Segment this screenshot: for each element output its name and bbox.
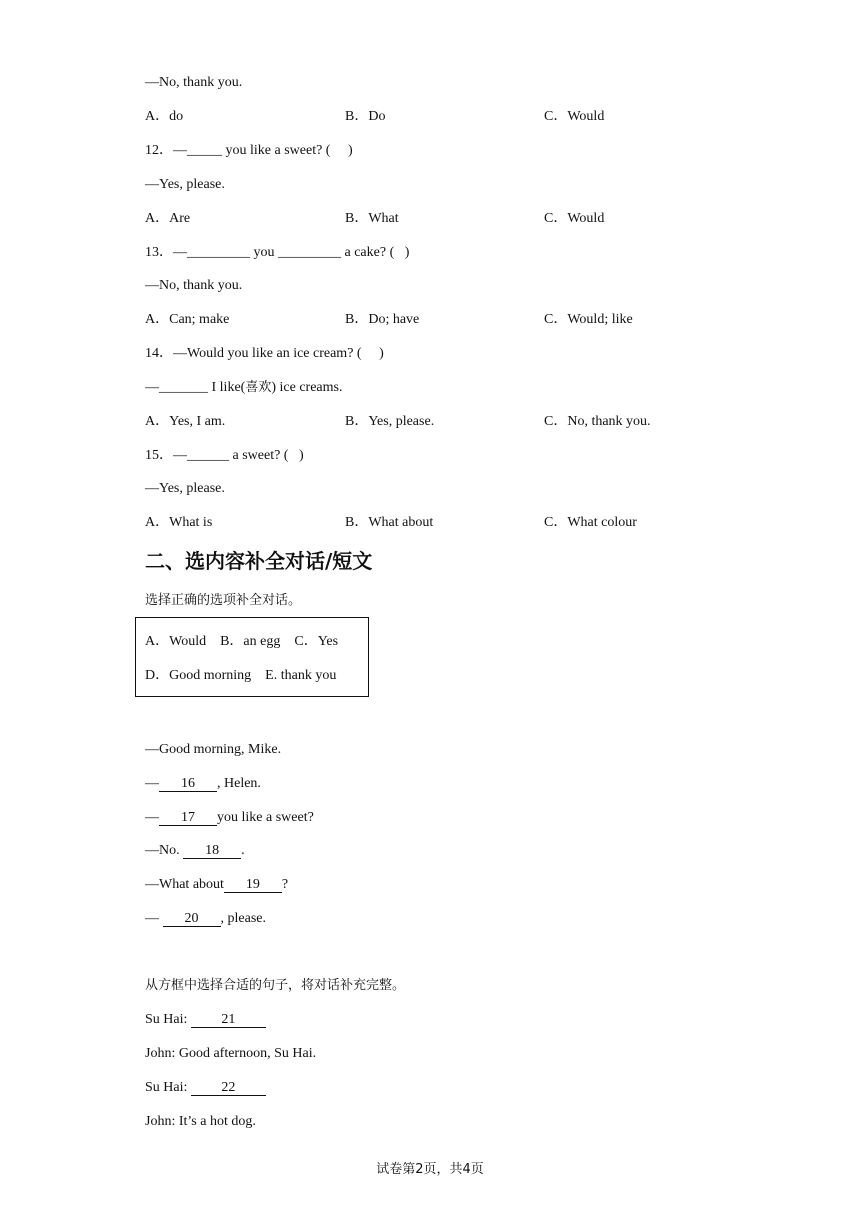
q15-question: 15．—______ a sweet? ( )	[145, 448, 304, 463]
dialog1-line-3-pre: —	[145, 810, 159, 825]
section-instruction: 选择正确的选项补全对话。	[145, 593, 302, 608]
options-box-row-2: D．Good morning E. thank you	[145, 668, 337, 683]
blank-22[interactable]: 22	[191, 1080, 266, 1096]
options-box	[135, 617, 369, 697]
dialog2-line-2: John: Good afternoon, Su Hai.	[145, 1046, 317, 1061]
dialog1-line-2-post: , Helen.	[217, 776, 261, 791]
dialog2-line-1	[145, 1011, 266, 1029]
q13-option-c[interactable]: C．Would; like	[544, 312, 633, 327]
q13-answer-line: —No, thank you.	[145, 278, 243, 293]
q15-option-a[interactable]: A．What is	[145, 515, 213, 530]
q15-option-b[interactable]: B．What about	[345, 515, 434, 530]
dialog1-line-1: —Good morning, Mike.	[145, 742, 282, 757]
dialog1-line-3-post: you like a sweet?	[217, 810, 314, 825]
q11-option-a[interactable]: A．do	[145, 109, 184, 124]
q12-answer-line: —Yes, please.	[145, 177, 225, 192]
q15-answer-line: —Yes, please.	[145, 481, 225, 496]
dialog1-line-4-pre: —No.	[145, 843, 184, 858]
q13-option-b[interactable]: B．Do; have	[345, 312, 420, 327]
q12-question: 12．—_____ you like a sweet? ( )	[145, 143, 353, 158]
q12-option-b[interactable]: B．What	[345, 211, 399, 226]
dialog1-line-5-post: ?	[281, 877, 289, 892]
dialog2-line-4: John: It’s a hot dog.	[145, 1114, 256, 1129]
blank-20[interactable]: 20	[163, 911, 221, 927]
q11-option-b[interactable]: B．Do	[345, 109, 386, 124]
dialog1-line-4-post: .	[241, 843, 245, 858]
dialog1-line-6-post: , please.	[220, 911, 266, 926]
dialog1-line-3	[145, 809, 314, 827]
q14-answer-cjk: 喜欢	[245, 380, 272, 395]
dialog1-line-4	[145, 842, 245, 860]
options-box-row-1: A．Would B．an egg C．Yes	[145, 634, 339, 649]
q14-option-b[interactable]: B．Yes, please.	[345, 414, 435, 429]
q14-question: 14．—Would you like an ice cream? ( )	[145, 346, 384, 361]
q11-option-c[interactable]: C．Would	[544, 109, 605, 124]
q13-option-a[interactable]: A．Can; make	[145, 312, 230, 327]
dialog1-line-6-pre: —	[145, 911, 163, 926]
q14-option-c[interactable]: C．No, thank you.	[544, 414, 651, 429]
blank-19[interactable]: 19	[224, 877, 282, 893]
q14-answer-line	[145, 379, 342, 397]
section-heading: 二、选内容补全对话/短文	[145, 549, 373, 573]
q14-answer-suffix: ) ice creams.	[271, 380, 343, 395]
q13-question: 13．—_________ you _________ a cake? ( )	[145, 245, 410, 260]
dialog1-line-5-pre: —What about	[145, 877, 224, 892]
page-footer: 试卷第2页，共4页	[376, 1162, 484, 1177]
dialog1-line-2	[145, 775, 261, 793]
q14-option-a[interactable]: A．Yes, I am.	[145, 414, 226, 429]
blank-16[interactable]: 16	[159, 776, 217, 792]
q15-option-c[interactable]: C．What colour	[544, 515, 637, 530]
q14-answer-prefix: —_______ I like(	[145, 380, 246, 395]
blank-17[interactable]: 17	[159, 810, 217, 826]
dialog2-instruction: 从方框中选择合适的句子，将对话补充完整。	[145, 978, 406, 993]
dialog2-line-1-pre: Su Hai:	[145, 1012, 191, 1027]
dialog1-line-6	[145, 910, 266, 928]
blank-21[interactable]: 21	[191, 1012, 266, 1028]
q11-answer-line: —No, thank you.	[145, 75, 243, 90]
dialog2-line-3	[145, 1079, 266, 1097]
dialog2-line-3-pre: Su Hai:	[145, 1080, 191, 1095]
q12-option-a[interactable]: A．Are	[145, 211, 191, 226]
blank-18[interactable]: 18	[183, 843, 241, 859]
dialog1-line-5	[145, 876, 288, 894]
q12-option-c[interactable]: C．Would	[544, 211, 605, 226]
dialog1-line-2-pre: —	[145, 776, 159, 791]
